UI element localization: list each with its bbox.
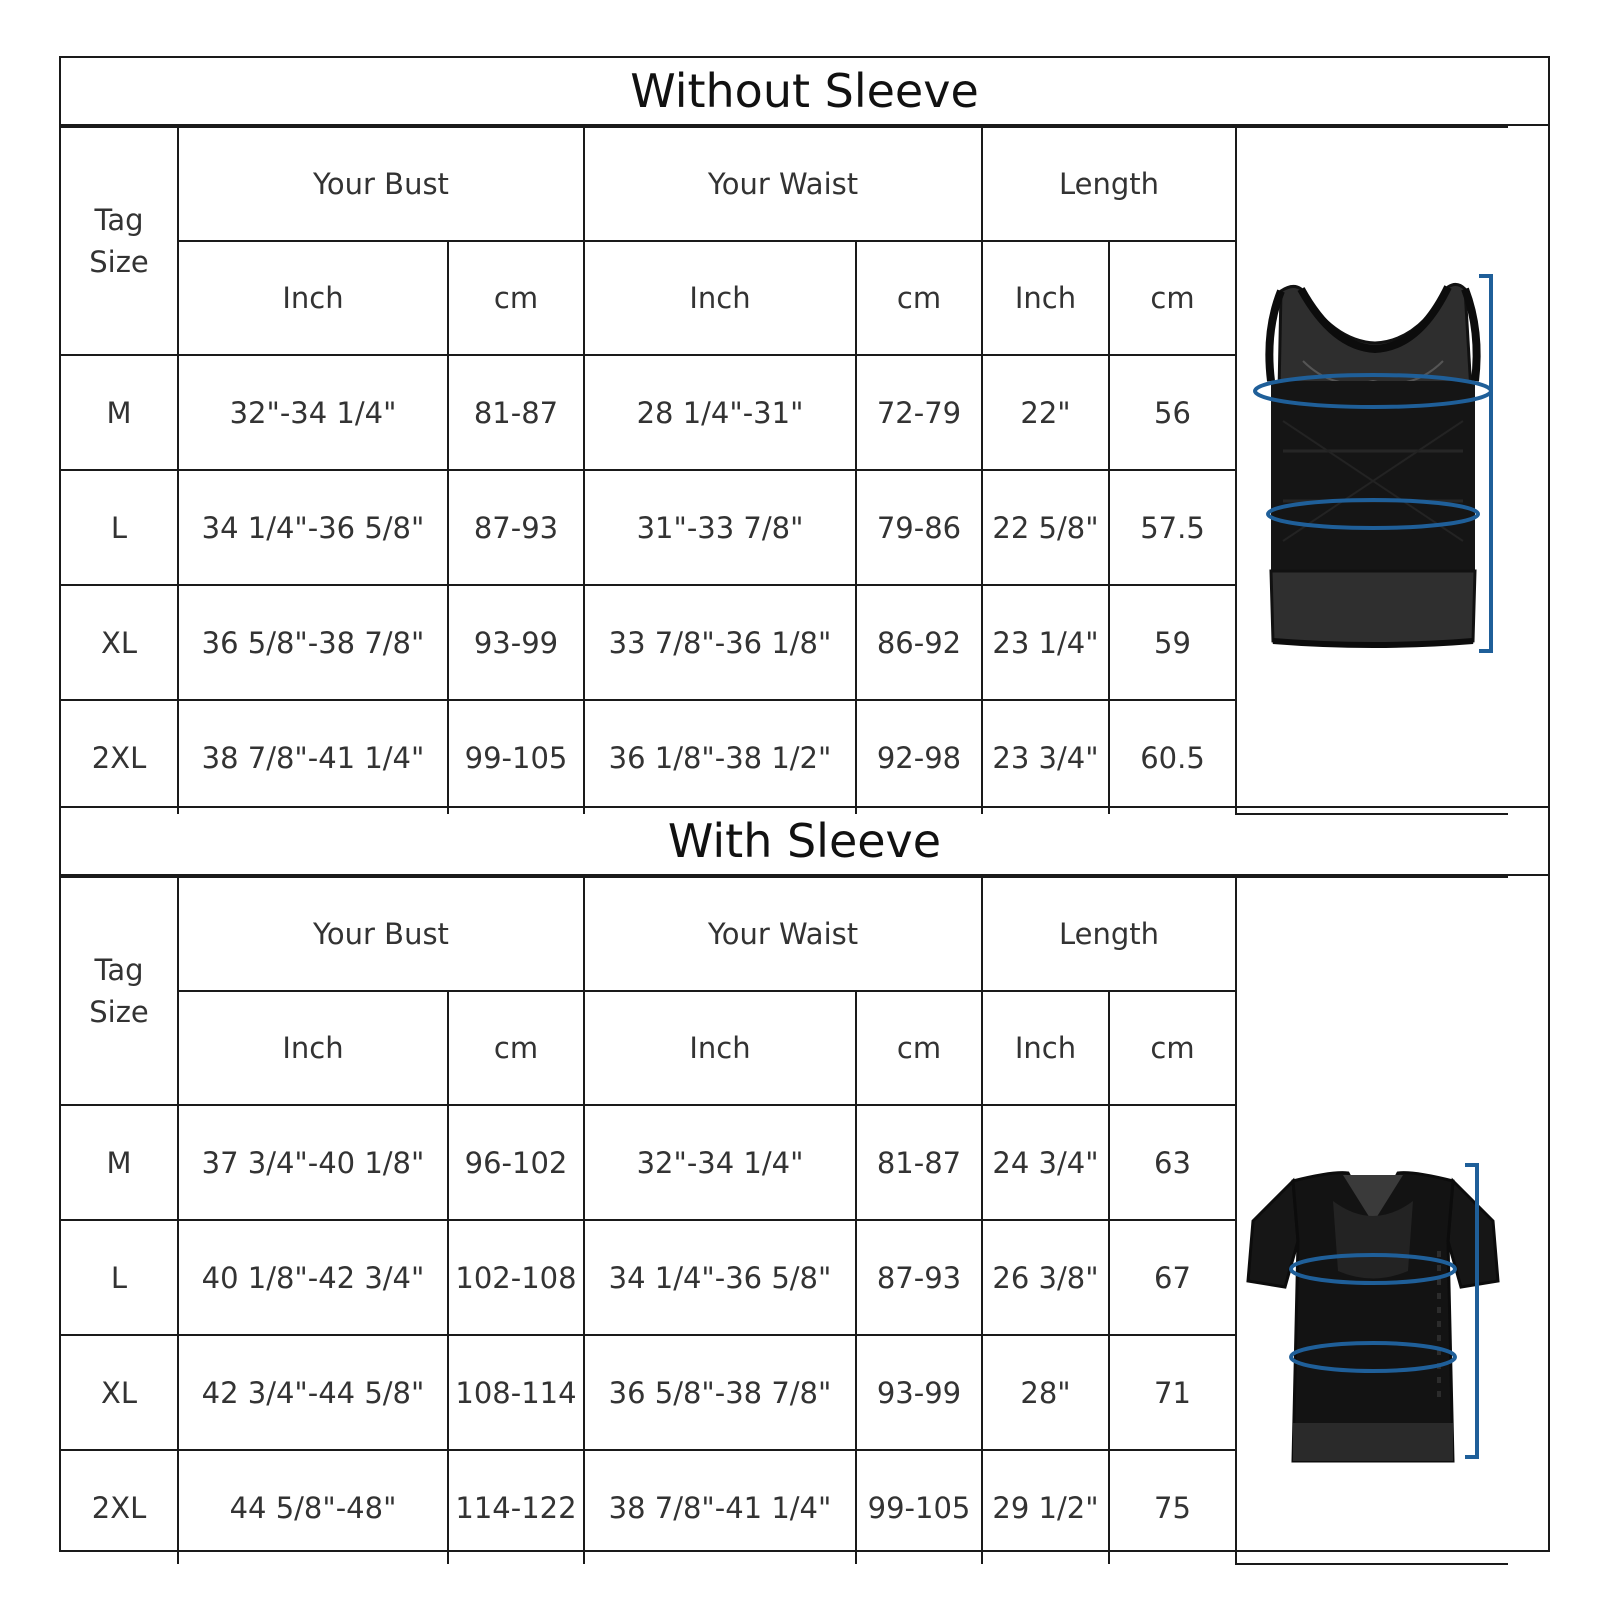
bust-inch-cell: 34 1/4"-36 5/8" xyxy=(178,470,448,585)
waist-inch-cell: 31"-33 7/8" xyxy=(584,470,856,585)
bust-cm-cell: 108-114 xyxy=(448,1335,584,1450)
waist-inch-cell: 28 1/4"-31" xyxy=(584,355,856,470)
section-title: With Sleeve xyxy=(61,808,1548,876)
size-cell: M xyxy=(61,355,178,470)
length-cm-cell: 71 xyxy=(1109,1335,1236,1450)
tag-size-header: Tag Size xyxy=(61,127,178,355)
garment-image-cell xyxy=(1236,877,1508,1564)
size-table xyxy=(61,126,1508,815)
tag-size-header: Tag Size xyxy=(61,877,178,1105)
waist-inch-cell: 34 1/4"-36 5/8" xyxy=(584,1220,856,1335)
sleeveless-shaper-vest-icon xyxy=(1243,271,1503,671)
without-sleeve-section xyxy=(61,58,1548,806)
bust-inch-cell: 37 3/4"-40 1/8" xyxy=(178,1105,448,1220)
waist-inch-header: Inch xyxy=(584,991,856,1105)
garment-image-cell xyxy=(1236,127,1508,814)
bust-inch-header: Inch xyxy=(178,991,448,1105)
length-header: Length xyxy=(982,127,1236,241)
size-cell: M xyxy=(61,1105,178,1220)
length-inch-cell: 23 1/4" xyxy=(982,585,1109,700)
section-title: Without Sleeve xyxy=(61,58,1548,126)
size-cell: 2XL xyxy=(61,700,178,814)
bust-inch-cell: 38 7/8"-41 1/4" xyxy=(178,700,448,814)
bust-cm-cell: 96-102 xyxy=(448,1105,584,1220)
bust-cm-cell: 114-122 xyxy=(448,1450,584,1564)
waist-cm-cell: 81-87 xyxy=(856,1105,982,1220)
bust-cm-cell: 99-105 xyxy=(448,700,584,814)
length-inch-cell: 26 3/8" xyxy=(982,1220,1109,1335)
waist-inch-cell: 33 7/8"-36 1/8" xyxy=(584,585,856,700)
size-cell: XL xyxy=(61,585,178,700)
length-inch-cell: 28" xyxy=(982,1335,1109,1450)
waist-cm-cell: 87-93 xyxy=(856,1220,982,1335)
length-inch-header: Inch xyxy=(982,991,1109,1105)
length-cm-cell: 59 xyxy=(1109,585,1236,700)
length-inch-cell: 22 5/8" xyxy=(982,470,1109,585)
size-cell: L xyxy=(61,1220,178,1335)
waist-cm-cell: 79-86 xyxy=(856,470,982,585)
length-inch-cell: 22" xyxy=(982,355,1109,470)
waist-inch-header: Inch xyxy=(584,241,856,355)
length-cm-header: cm xyxy=(1109,241,1236,355)
bust-inch-cell: 42 3/4"-44 5/8" xyxy=(178,1335,448,1450)
bust-inch-header: Inch xyxy=(178,241,448,355)
length-cm-cell: 75 xyxy=(1109,1450,1236,1564)
bust-cm-header: cm xyxy=(448,241,584,355)
short-sleeve-shaper-shirt-icon xyxy=(1243,1161,1503,1481)
bust-cm-cell: 102-108 xyxy=(448,1220,584,1335)
waist-cm-cell: 86-92 xyxy=(856,585,982,700)
length-inch-cell: 29 1/2" xyxy=(982,1450,1109,1564)
waist-cm-cell: 72-79 xyxy=(856,355,982,470)
size-cell: 2XL xyxy=(61,1450,178,1564)
length-header: Length xyxy=(982,877,1236,991)
bust-header: Your Bust xyxy=(178,877,584,991)
bust-inch-cell: 36 5/8"-38 7/8" xyxy=(178,585,448,700)
waist-inch-cell: 36 1/8"-38 1/2" xyxy=(584,700,856,814)
length-cm-cell: 56 xyxy=(1109,355,1236,470)
waist-cm-header: cm xyxy=(856,241,982,355)
bust-inch-cell: 40 1/8"-42 3/4" xyxy=(178,1220,448,1335)
with-sleeve-section xyxy=(61,806,1548,1552)
bust-header: Your Bust xyxy=(178,127,584,241)
size-chart xyxy=(59,56,1550,1552)
size-cell: XL xyxy=(61,1335,178,1450)
bust-cm-cell: 93-99 xyxy=(448,585,584,700)
waist-inch-cell: 38 7/8"-41 1/4" xyxy=(584,1450,856,1564)
bust-cm-cell: 81-87 xyxy=(448,355,584,470)
length-cm-header: cm xyxy=(1109,991,1236,1105)
length-cm-cell: 63 xyxy=(1109,1105,1236,1220)
waist-inch-cell: 36 5/8"-38 7/8" xyxy=(584,1335,856,1450)
size-cell: L xyxy=(61,470,178,585)
length-inch-cell: 23 3/4" xyxy=(982,700,1109,814)
bust-inch-cell: 32"-34 1/4" xyxy=(178,355,448,470)
waist-header: Your Waist xyxy=(584,877,982,991)
bust-cm-cell: 87-93 xyxy=(448,470,584,585)
waist-cm-cell: 93-99 xyxy=(856,1335,982,1450)
waist-cm-cell: 92-98 xyxy=(856,700,982,814)
length-cm-cell: 67 xyxy=(1109,1220,1236,1335)
length-cm-cell: 60.5 xyxy=(1109,700,1236,814)
length-inch-cell: 24 3/4" xyxy=(982,1105,1109,1220)
bust-inch-cell: 44 5/8"-48" xyxy=(178,1450,448,1564)
bust-cm-header: cm xyxy=(448,991,584,1105)
waist-cm-header: cm xyxy=(856,991,982,1105)
length-cm-cell: 57.5 xyxy=(1109,470,1236,585)
size-table xyxy=(61,876,1508,1565)
length-inch-header: Inch xyxy=(982,241,1109,355)
waist-inch-cell: 32"-34 1/4" xyxy=(584,1105,856,1220)
waist-header: Your Waist xyxy=(584,127,982,241)
waist-cm-cell: 99-105 xyxy=(856,1450,982,1564)
